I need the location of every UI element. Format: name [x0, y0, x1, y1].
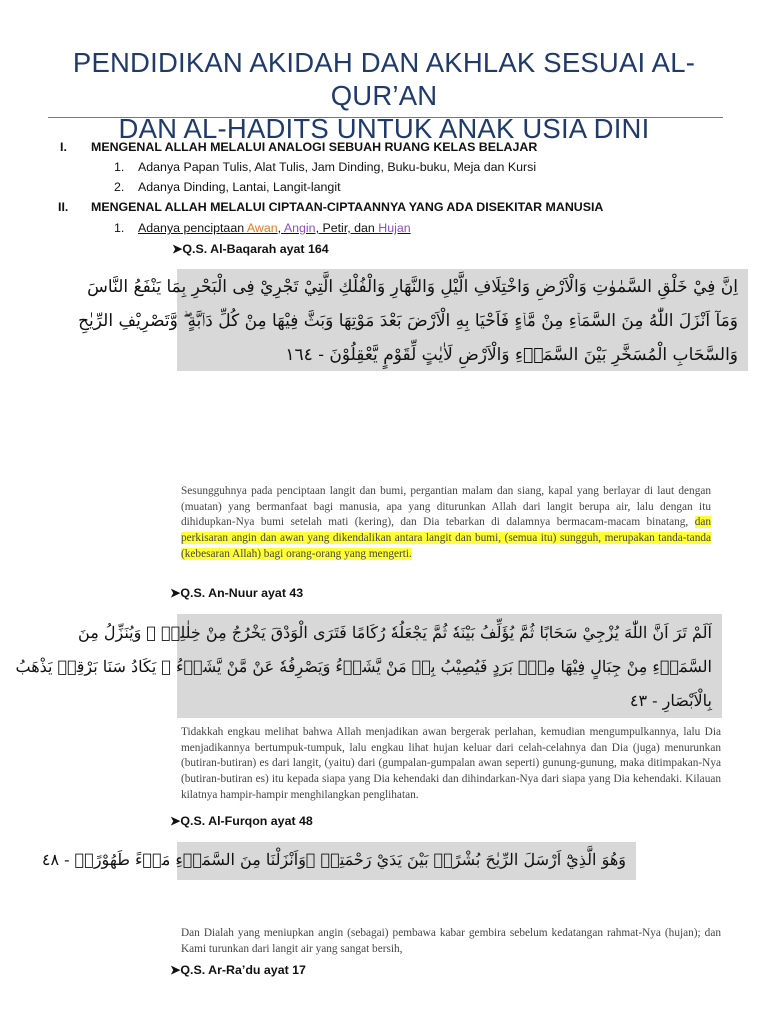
list-item-number: 1.: [114, 160, 125, 174]
translation-part: Sesungguhnya pada penciptaan langit dan bumi, pergantian malam dan siang, kapal yang berlayar di laut dengan (muatan) yang bermanfaat bagi manusia, apa yang diturunkan Allah dari langit berupa air, lalu dengan itu dihidupkan-Nya bumi setelah mati (kering), dan Dia tebarkan di dalamnya bermacam-macam binatang,: [181, 485, 711, 529]
separator: ,: [277, 221, 282, 235]
document-title: [28, 46, 740, 145]
list-item-number: 1.: [114, 221, 125, 235]
link-angin[interactable]: Angin: [283, 221, 316, 235]
title-line-1: PENDIDIKAN AKIDAH DAN AKHLAK SESUAI AL-QUR’AN: [72, 47, 696, 111]
verse-reference: ➤Q.S. Al-Furqon ayat 48: [170, 814, 313, 828]
section-2-heading: MENGENAL ALLAH MELALUI CIPTAAN-CIPTAANNYA YANG ADA DISEKITAR MANUSIA: [91, 200, 604, 214]
arabic-line: اِنَّ فِيْ خَلْقِ السَّمٰوٰتِ وَالْاَرْضِ وَاخْتِلَافِ الَّيْلِ وَالنَّهَارِ وَالْفُلْكِ الَّتِيْ تَجْرِيْ فِى الْبَحْرِ بِمَا يَنْفَعُ النَّاسَ: [87, 277, 738, 297]
list-item: Adanya Dinding, Lantai, Langit-langit: [138, 180, 341, 194]
verse-reference: ➤Q.S. Ar-Ra’du ayat 17: [170, 963, 306, 977]
link-awan[interactable]: Awan: [246, 221, 278, 235]
arabic-verse-box: [41, 842, 636, 880]
arabic-line: وَمَآ اَنْزَلَ اللّٰهُ مِنَ السَّمَاۤءِ مِنْ مَّاۤءٍ فَاَحْيَا بِهِ الْاَرْضَ بَعْدَ مَوْتِهَا وَبَثَّ فِيْهَا مِنْ كُلِّ دَاۤبَّةٍ ۖ وَّتَصْرِيْفِ الرِّيٰحِ: [78, 311, 738, 331]
verse-reference: ➤Q.S. Al-Baqarah ayat 164: [172, 242, 329, 256]
list-item-prefix: Adanya penciptaan: [138, 221, 245, 235]
link-hujan[interactable]: Hujan: [378, 221, 411, 235]
arabic-verse-box: [15, 614, 722, 718]
arabic-line: بِالْاَبْصَارِ - ٤٣: [629, 691, 712, 710]
section-1-numeral: I.: [60, 140, 67, 154]
highlighted-translation: dan perkisaran angin dan awan yang dikendalikan antara langit dan bumi, (semua itu) sungguh, merupakan tanda-tanda (kebesaran Allah) bagi orang-orang yang mengerti.: [181, 516, 711, 560]
section-2-numeral: II.: [58, 200, 69, 214]
list-item-creation: [138, 221, 411, 235]
section-1-heading: MENGENAL ALLAH MELALUI ANALOGI SEBUAH RUANG KELAS BELAJAR: [91, 140, 538, 154]
list-item-middle: , Petir, dan: [315, 221, 375, 235]
translation-text: [181, 484, 711, 563]
title-line-2: DAN AL-HADITS UNTUK ANAK USIA DINI: [118, 113, 650, 144]
verse-reference-label: Q.S. An-Nuur ayat 43: [180, 586, 304, 600]
arabic-line: وَالسَّحَابِ الْمُسَخَّرِ بَيْنَ السَّمَاۤءِ وَالْاَرْضِ لَاٰيٰتٍ لِّقَوْمٍ يَّعْقِلُوْنَ - ١٦٤: [285, 345, 738, 365]
arabic-line: اَلَمْ تَرَ اَنَّ اللّٰهَ يُزْجِيْ سَحَابًا ثُمَّ يُؤَلِّفُ بَيْنَهٗ ثُمَّ يَجْعَلُهٗ رُكَامًا فَتَرَى الْوَدْقَ يَخْرُجُ مِنْ خِلٰلِهٖ ۚ وَيُنَزِّلُ مِنَ: [78, 623, 712, 642]
verse-reference-label: Q.S. Ar-Ra’du ayat 17: [180, 963, 306, 977]
arabic-line: وَهُوَ الَّذِيْٓ اَرْسَلَ الرِّيٰحَ بُشْرًاۢ بَيْنَ يَدَيْ رَحْمَتِهٖ ۚوَاَنْزَلْنَا مِنَ السَّمَاۤءِ مَاۤءً طَهُوْرًاۙ - ٤٨: [41, 850, 626, 869]
arabic-verse-box: [78, 269, 748, 371]
verse-reference-label: Q.S. Al-Furqon ayat 48: [180, 814, 313, 828]
title-divider: [48, 117, 723, 118]
list-item: Adanya Papan Tulis, Alat Tulis, Jam Dinding, Buku-buku, Meja dan Kursi: [138, 160, 537, 174]
arabic-line: السَّمَاۤءِ مِنْ جِبَالٍ فِيْهَا مِنْۢ بَرَدٍ فَيُصِيْبُ بِهٖ مَنْ يَّشَاۤءُ وَيَصْرِفُهٗ عَنْ مَّنْ يَّشَاۤءُ ۗ يَكَادُ سَنَا بَرْقِهٖ يَذْهَبُ: [15, 657, 712, 676]
verse-reference-label: Q.S. Al-Baqarah ayat 164: [182, 242, 329, 256]
list-item-number: 2.: [114, 180, 125, 194]
translation-text: Dan Dialah yang meniupkan angin (sebagai) pembawa kabar gembira sebelum kedatangan rahmat-Nya (hujan); dan Kami turunkan dari langit air yang sangat bersih,: [181, 927, 721, 955]
verse-reference: ➤Q.S. An-Nuur ayat 43: [170, 586, 304, 600]
translation-text: Tidakkah engkau melihat bahwa Allah menjadikan awan bergerak perlahan, kemudian mengumpulkannya, lalu Dia menjadikannya bertumpuk-tumpuk, lalu engkau lihat hujan keluar dari celah-celahnya dan Dia (juga) menurunkan (butiran-butiran) es dari langit, (yaitu) dari (gumpalan-gumpalan awan seperti) gunung-gunung, maka ditimpakan-Nya (butiran-butiran es) itu kepada siapa yang Dia kehendaki dan dihindarkan-Nya dari siapa yang Dia kehendaki. Kilauan kilatnya hampir-hampir menghilangkan penglihatan.: [181, 726, 721, 801]
